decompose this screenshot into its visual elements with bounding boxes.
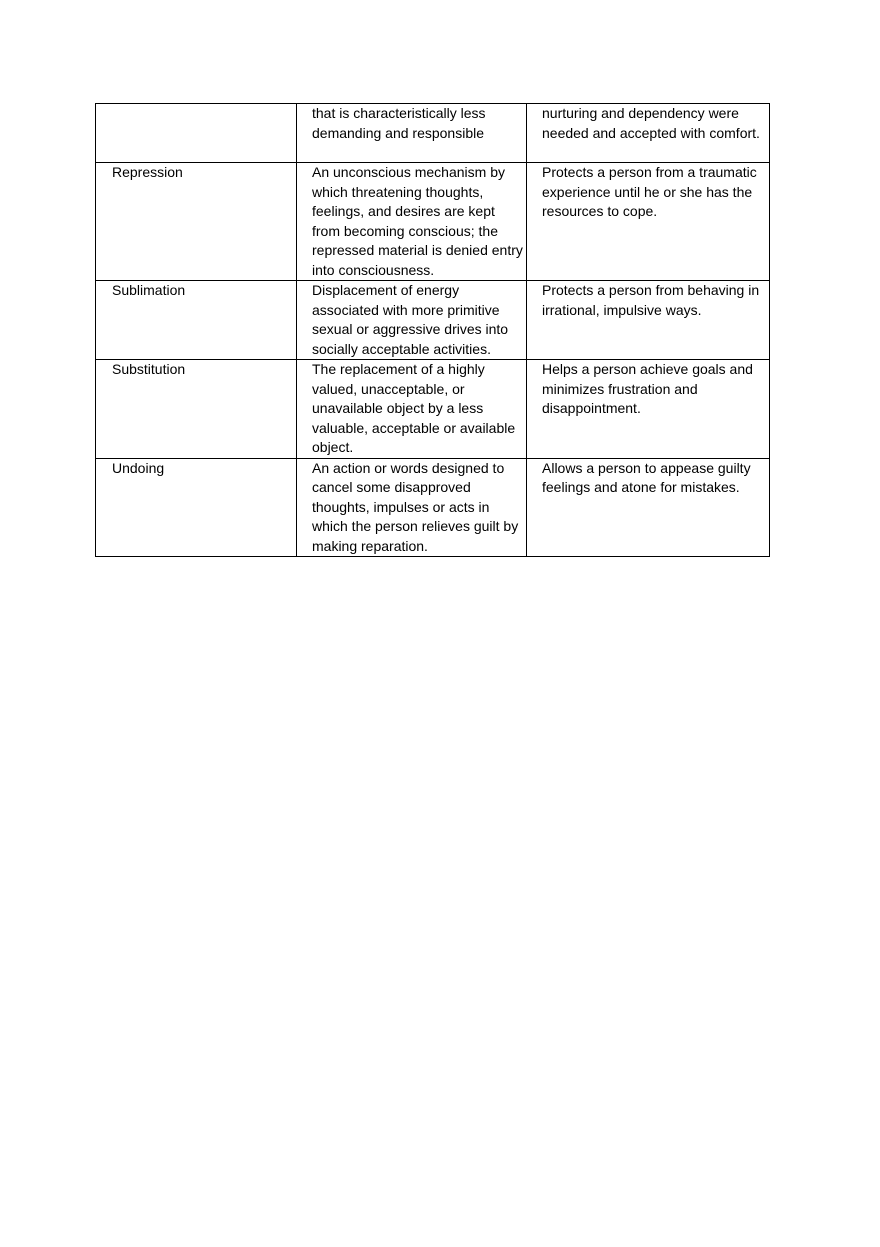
mechanism-text: Sublimation: [112, 282, 186, 298]
table-row: [96, 163, 770, 281]
purpose-text: Allows a person to appease guilty feelings and atone for mistakes.: [542, 459, 751, 495]
description-cell: [297, 163, 527, 281]
mechanism-text: Undoing: [112, 459, 165, 476]
table-row: [96, 104, 770, 163]
mechanism-text: Substitution: [112, 361, 186, 377]
mechanism-cell: [96, 458, 297, 557]
mechanism-cell: [96, 104, 297, 163]
purpose-text: Protects a person from a traumatic experience until he or she has the resources to cope.: [542, 164, 757, 219]
mechanism-text: Repression: [112, 164, 183, 180]
defense-mechanisms-table: [95, 103, 770, 557]
purpose-text: nurturing and dependency were needed and accepted with comfort.: [542, 105, 760, 141]
table-row: [96, 281, 770, 360]
mechanism-cell: [96, 360, 297, 459]
purpose-cell: [527, 163, 770, 281]
description-cell: [297, 360, 527, 459]
description-cell: [297, 104, 527, 163]
description-cell: [297, 458, 527, 557]
table-row: [96, 360, 770, 459]
description-text: The replacement of a highly valued, unacceptable, or unavailable object by a less valuable, acceptable or available object.: [312, 361, 516, 455]
purpose-cell: [527, 458, 770, 557]
mechanism-cell: [96, 281, 297, 360]
table-row: [96, 458, 770, 557]
purpose-text: Protects a person from behaving in irrational, impulsive ways.: [542, 282, 760, 318]
description-cell: [297, 281, 527, 360]
purpose-cell: [527, 360, 770, 459]
purpose-cell: [527, 281, 770, 360]
description-text: that is characteristically less demanding and responsible: [312, 105, 486, 141]
description-text: An unconscious mechanism by which threatening thoughts, feelings, and desires are kept from becoming conscious; the repressed material is denied entry into consciousness.: [312, 164, 523, 278]
description-text: An action or words designed to cancel some disapproved thoughts, impulses or acts in which the person relieves guilt by making reparation.: [312, 459, 519, 554]
purpose-text: Helps a person achieve goals and minimizes frustration and disappointment.: [542, 361, 753, 416]
description-text: Displacement of energy associated with more primitive sexual or aggressive drives into socially acceptable activities.: [312, 282, 509, 357]
purpose-cell: [527, 104, 770, 163]
mechanism-cell: [96, 163, 297, 281]
